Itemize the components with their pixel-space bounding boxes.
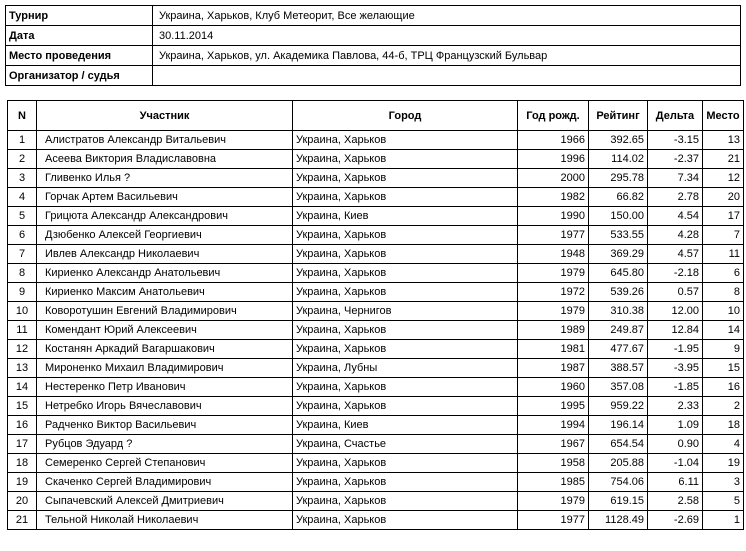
tournament-label: Турнир <box>6 6 153 26</box>
venue-value: Украина, Харьков, ул. Академика Павлова, 44-б, ТРЦ Французский Бульвар <box>153 46 741 66</box>
cell-place: 17 <box>703 207 744 226</box>
cell-participant: Нетребко Игорь Вячеславович <box>37 397 293 416</box>
cell-city: Украина, Харьков <box>293 264 518 283</box>
cell-birth-year: 1967 <box>518 435 589 454</box>
cell-city: Украина, Харьков <box>293 245 518 264</box>
cell-number: 3 <box>8 169 37 188</box>
cell-delta: -1.85 <box>648 378 703 397</box>
col-header-city: Город <box>293 101 518 131</box>
cell-place: 8 <box>703 283 744 302</box>
cell-rating: 369.29 <box>589 245 648 264</box>
cell-participant: Коворотушин Евгений Владимирович <box>37 302 293 321</box>
table-row <box>8 150 744 169</box>
cell-place: 14 <box>703 321 744 340</box>
cell-birth-year: 1979 <box>518 302 589 321</box>
cell-rating: 959.22 <box>589 397 648 416</box>
table-row <box>8 473 744 492</box>
cell-number: 16 <box>8 416 37 435</box>
cell-participant: Костанян Аркадий Вагаршакович <box>37 340 293 359</box>
cell-birth-year: 1958 <box>518 454 589 473</box>
col-header-delta: Дельта <box>648 101 703 131</box>
cell-place: 1 <box>703 511 744 530</box>
cell-delta: -2.18 <box>648 264 703 283</box>
cell-delta: 0.57 <box>648 283 703 302</box>
cell-rating: 249.87 <box>589 321 648 340</box>
cell-number: 4 <box>8 188 37 207</box>
cell-place: 2 <box>703 397 744 416</box>
cell-participant: Радченко Виктор Васильевич <box>37 416 293 435</box>
venue-label: Место проведения <box>6 46 153 66</box>
table-row <box>8 188 744 207</box>
cell-birth-year: 1995 <box>518 397 589 416</box>
cell-delta: -2.37 <box>648 150 703 169</box>
cell-number: 19 <box>8 473 37 492</box>
table-row <box>8 131 744 150</box>
cell-delta: 4.54 <box>648 207 703 226</box>
cell-birth-year: 2000 <box>518 169 589 188</box>
cell-delta: -3.95 <box>648 359 703 378</box>
cell-birth-year: 1987 <box>518 359 589 378</box>
table-row <box>8 454 744 473</box>
cell-rating: 114.02 <box>589 150 648 169</box>
cell-place: 3 <box>703 473 744 492</box>
cell-place: 21 <box>703 150 744 169</box>
cell-rating: 754.06 <box>589 473 648 492</box>
cell-number: 20 <box>8 492 37 511</box>
cell-city: Украина, Киев <box>293 416 518 435</box>
cell-delta: -1.95 <box>648 340 703 359</box>
cell-city: Украина, Счастье <box>293 435 518 454</box>
table-row <box>8 511 744 530</box>
cell-delta: -1.04 <box>648 454 703 473</box>
cell-participant: Мироненко Михаил Владимирович <box>37 359 293 378</box>
cell-rating: 392.65 <box>589 131 648 150</box>
cell-birth-year: 1985 <box>518 473 589 492</box>
cell-participant: Горчак Артем Васильевич <box>37 188 293 207</box>
table-row <box>8 169 744 188</box>
cell-place: 12 <box>703 169 744 188</box>
cell-city: Украина, Харьков <box>293 511 518 530</box>
cell-participant: Рубцов Эдуард ? <box>37 435 293 454</box>
cell-city: Украина, Харьков <box>293 473 518 492</box>
table-row <box>8 226 744 245</box>
table-row <box>8 245 744 264</box>
cell-participant: Сыпачевский Алексей Дмитриевич <box>37 492 293 511</box>
cell-rating: 205.88 <box>589 454 648 473</box>
cell-rating: 196.14 <box>589 416 648 435</box>
cell-rating: 477.67 <box>589 340 648 359</box>
table-row <box>8 207 744 226</box>
cell-number: 10 <box>8 302 37 321</box>
cell-rating: 295.78 <box>589 169 648 188</box>
cell-rating: 66.82 <box>589 188 648 207</box>
cell-number: 14 <box>8 378 37 397</box>
cell-place: 9 <box>703 340 744 359</box>
table-row <box>8 416 744 435</box>
cell-delta: 0.90 <box>648 435 703 454</box>
tournament-value: Украина, Харьков, Клуб Метеорит, Все желающие <box>153 6 741 26</box>
cell-birth-year: 1981 <box>518 340 589 359</box>
cell-birth-year: 1989 <box>518 321 589 340</box>
cell-city: Украина, Лубны <box>293 359 518 378</box>
cell-city: Украина, Харьков <box>293 397 518 416</box>
cell-birth-year: 1979 <box>518 492 589 511</box>
table-row <box>8 492 744 511</box>
cell-participant: Дзюбенко Алексей Георгиевич <box>37 226 293 245</box>
table-row <box>8 340 744 359</box>
cell-delta: 6.11 <box>648 473 703 492</box>
col-header-rating: Рейтинг <box>589 101 648 131</box>
results-table <box>7 100 744 530</box>
cell-city: Украина, Харьков <box>293 283 518 302</box>
tournament-info-table <box>5 5 741 86</box>
table-row <box>8 397 744 416</box>
cell-number: 21 <box>8 511 37 530</box>
col-header-birth-year: Год рожд. <box>518 101 589 131</box>
header-row <box>8 101 744 131</box>
col-header-place: Место <box>703 101 744 131</box>
cell-place: 13 <box>703 131 744 150</box>
cell-participant: Алистратов Александр Витальевич <box>37 131 293 150</box>
cell-rating: 388.57 <box>589 359 648 378</box>
cell-birth-year: 1966 <box>518 131 589 150</box>
cell-number: 11 <box>8 321 37 340</box>
cell-rating: 1128.49 <box>589 511 648 530</box>
cell-place: 19 <box>703 454 744 473</box>
info-row-date <box>6 26 741 46</box>
cell-place: 10 <box>703 302 744 321</box>
cell-participant: Тельной Николай Николаевич <box>37 511 293 530</box>
cell-number: 8 <box>8 264 37 283</box>
cell-city: Украина, Харьков <box>293 492 518 511</box>
cell-number: 2 <box>8 150 37 169</box>
table-row <box>8 359 744 378</box>
cell-city: Украина, Киев <box>293 207 518 226</box>
cell-delta: 4.57 <box>648 245 703 264</box>
organizer-value <box>153 66 741 86</box>
info-row-venue <box>6 46 741 66</box>
table-row <box>8 264 744 283</box>
col-header-number: N <box>8 101 37 131</box>
cell-city: Украина, Харьков <box>293 169 518 188</box>
table-row <box>8 321 744 340</box>
table-row <box>8 378 744 397</box>
cell-rating: 310.38 <box>589 302 648 321</box>
cell-number: 9 <box>8 283 37 302</box>
cell-birth-year: 1977 <box>518 511 589 530</box>
cell-rating: 645.80 <box>589 264 648 283</box>
cell-delta: -3.15 <box>648 131 703 150</box>
cell-city: Украина, Харьков <box>293 188 518 207</box>
organizer-label: Организатор / судья <box>6 66 153 86</box>
cell-rating: 539.26 <box>589 283 648 302</box>
cell-number: 5 <box>8 207 37 226</box>
table-row <box>8 283 744 302</box>
cell-place: 5 <box>703 492 744 511</box>
cell-birth-year: 1982 <box>518 188 589 207</box>
cell-delta: 12.84 <box>648 321 703 340</box>
cell-birth-year: 1972 <box>518 283 589 302</box>
cell-participant: Комендант Юрий Алексеевич <box>37 321 293 340</box>
cell-number: 6 <box>8 226 37 245</box>
col-header-participant: Участник <box>37 101 293 131</box>
cell-participant: Асеева Виктория Владиславовна <box>37 150 293 169</box>
cell-city: Украина, Харьков <box>293 378 518 397</box>
cell-number: 17 <box>8 435 37 454</box>
cell-city: Украина, Харьков <box>293 340 518 359</box>
cell-city: Украина, Харьков <box>293 150 518 169</box>
cell-participant: Кириенко Максим Анатольевич <box>37 283 293 302</box>
cell-birth-year: 1994 <box>518 416 589 435</box>
cell-birth-year: 1990 <box>518 207 589 226</box>
cell-birth-year: 1996 <box>518 150 589 169</box>
cell-birth-year: 1960 <box>518 378 589 397</box>
info-row-tournament <box>6 6 741 26</box>
cell-number: 18 <box>8 454 37 473</box>
table-row <box>8 302 744 321</box>
cell-participant: Кириенко Александр Анатольевич <box>37 264 293 283</box>
cell-participant: Скаченко Сергей Владимирович <box>37 473 293 492</box>
cell-city: Украина, Харьков <box>293 131 518 150</box>
cell-city: Украина, Харьков <box>293 321 518 340</box>
cell-place: 18 <box>703 416 744 435</box>
cell-rating: 654.54 <box>589 435 648 454</box>
cell-place: 11 <box>703 245 744 264</box>
cell-rating: 619.15 <box>589 492 648 511</box>
info-row-organizer <box>6 66 741 86</box>
cell-participant: Семеренко Сергей Степанович <box>37 454 293 473</box>
results-body <box>8 131 744 530</box>
cell-city: Украина, Харьков <box>293 226 518 245</box>
cell-rating: 150.00 <box>589 207 648 226</box>
cell-birth-year: 1979 <box>518 264 589 283</box>
cell-city: Украина, Харьков <box>293 454 518 473</box>
cell-city: Украина, Чернигов <box>293 302 518 321</box>
date-label: Дата <box>6 26 153 46</box>
cell-delta: 2.33 <box>648 397 703 416</box>
date-value: 30.11.2014 <box>153 26 741 46</box>
cell-place: 6 <box>703 264 744 283</box>
cell-delta: 1.09 <box>648 416 703 435</box>
cell-delta: 12.00 <box>648 302 703 321</box>
cell-rating: 357.08 <box>589 378 648 397</box>
cell-birth-year: 1948 <box>518 245 589 264</box>
cell-number: 1 <box>8 131 37 150</box>
cell-place: 7 <box>703 226 744 245</box>
cell-participant: Ивлев Александр Николаевич <box>37 245 293 264</box>
cell-participant: Грицюта Александр Александрович <box>37 207 293 226</box>
cell-participant: Гливенко Илья ? <box>37 169 293 188</box>
cell-delta: 7.34 <box>648 169 703 188</box>
cell-delta: 4.28 <box>648 226 703 245</box>
cell-place: 16 <box>703 378 744 397</box>
cell-delta: -2.69 <box>648 511 703 530</box>
cell-place: 20 <box>703 188 744 207</box>
cell-number: 13 <box>8 359 37 378</box>
cell-delta: 2.78 <box>648 188 703 207</box>
table-row <box>8 435 744 454</box>
cell-place: 15 <box>703 359 744 378</box>
cell-number: 12 <box>8 340 37 359</box>
cell-number: 15 <box>8 397 37 416</box>
cell-place: 4 <box>703 435 744 454</box>
cell-birth-year: 1977 <box>518 226 589 245</box>
cell-participant: Нестеренко Петр Иванович <box>37 378 293 397</box>
cell-rating: 533.55 <box>589 226 648 245</box>
cell-delta: 2.58 <box>648 492 703 511</box>
cell-number: 7 <box>8 245 37 264</box>
